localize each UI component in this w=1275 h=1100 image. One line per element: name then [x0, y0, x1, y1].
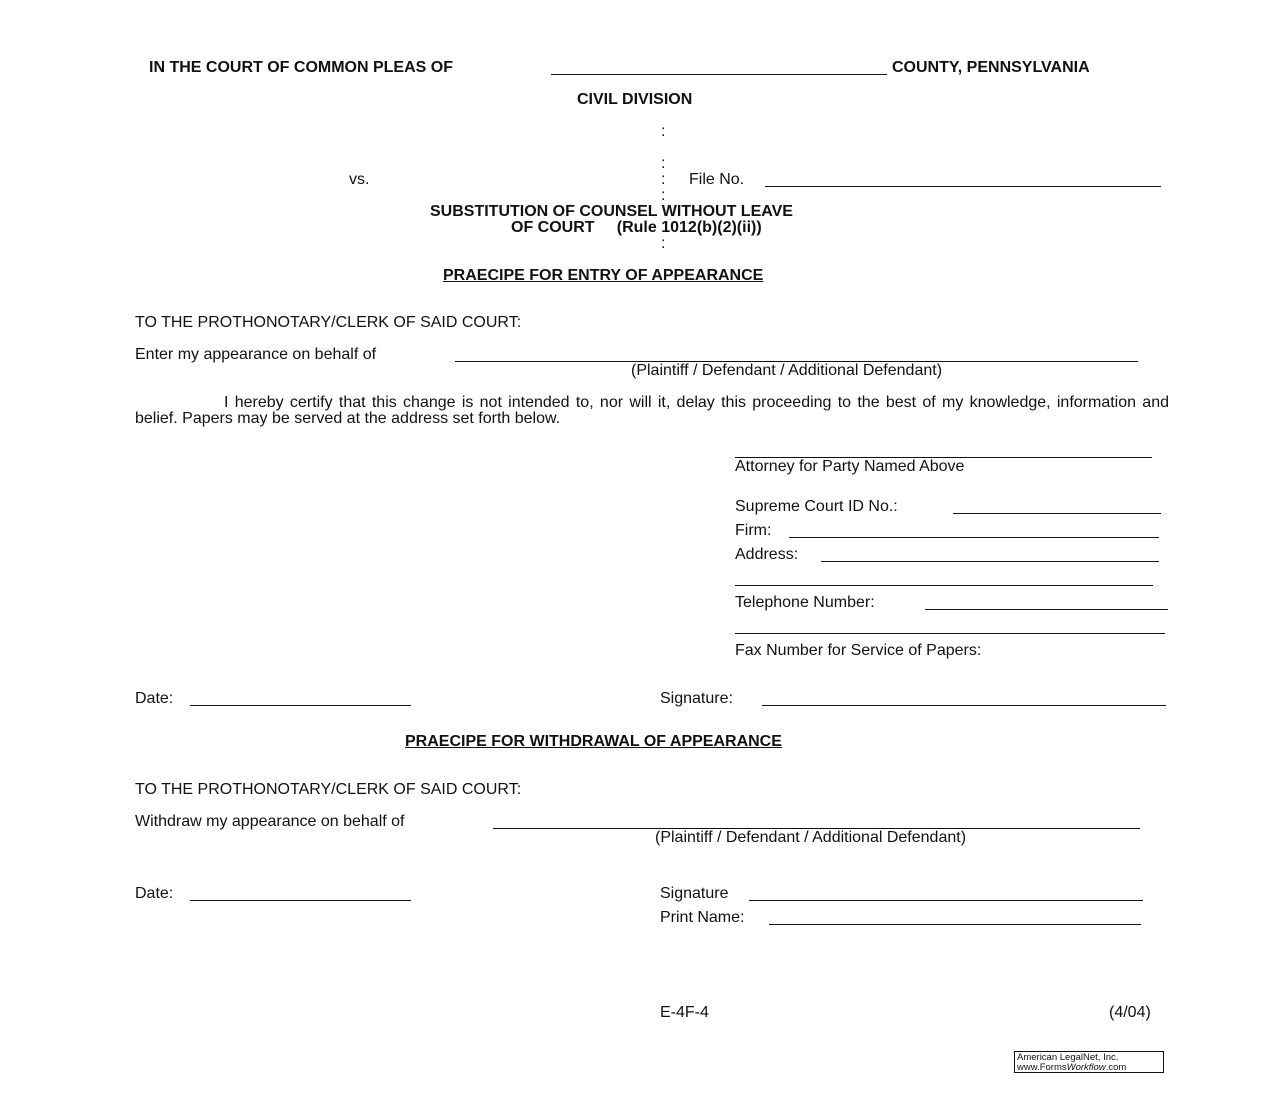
withdraw-appearance-label: Withdraw my appearance on behalf of: [135, 813, 405, 830]
telephone-field[interactable]: [925, 609, 1168, 610]
entry-party-hint: (Plaintiff / Defendant / Additional Defendant): [631, 362, 943, 379]
vs-label: vs.: [349, 171, 370, 188]
withdrawal-date-field[interactable]: [190, 900, 411, 901]
attorney-label: Attorney for Party Named Above: [735, 458, 965, 475]
entry-section-heading: PRAECIPE FOR ENTRY OF APPEARANCE: [443, 267, 764, 284]
firm-field[interactable]: [789, 537, 1159, 538]
caption-colon: :: [661, 171, 666, 188]
withdrawal-party-hint: (Plaintiff / Defendant / Additional Defendant): [655, 829, 967, 846]
telephone-label: Telephone Number:: [735, 594, 875, 611]
entry-signature-field[interactable]: [762, 705, 1166, 706]
form-revision: (4/04): [1109, 1004, 1151, 1021]
substitution-title-line1: SUBSTITUTION OF COUNSEL WITHOUT LEAVE: [430, 203, 793, 220]
address-field-line2[interactable]: [735, 585, 1153, 586]
publisher-badge: [1014, 1051, 1164, 1073]
certification-paragraph: I hereby certify that this change is not intended to, nor will it, delay this proceeding to the best of my knowledge, information and belief. Papers may be served at the address set forth below.: [135, 394, 1169, 427]
civil-division-title: CIVIL DIVISION: [577, 91, 693, 108]
print-name-label: Print Name:: [660, 909, 745, 926]
county-blank: [551, 74, 887, 75]
caption-colon: :: [661, 235, 666, 252]
file-no-label: File No.: [689, 171, 745, 188]
firm-label: Firm:: [735, 522, 772, 539]
substitution-title-line2: OF COURT (Rule 1012(b)(2)(ii)): [511, 219, 762, 236]
supreme-court-id-label: Supreme Court ID No.:: [735, 498, 898, 515]
enter-appearance-label: Enter my appearance on behalf of: [135, 346, 377, 363]
court-suffix: COUNTY, PENNSYLVANIA: [892, 59, 1090, 76]
withdrawal-section-heading: PRAECIPE FOR WITHDRAWAL OF APPEARANCE: [405, 733, 782, 750]
telephone-field-line2[interactable]: [735, 633, 1165, 634]
publisher-url: www.FormsWorkflow.com: [1017, 1062, 1127, 1073]
withdrawal-addressee: TO THE PROTHONOTARY/CLERK OF SAID COURT:: [135, 781, 522, 798]
supreme-court-id-field[interactable]: [953, 513, 1161, 514]
fax-label: Fax Number for Service of Papers:: [735, 642, 982, 659]
withdrawal-signature-field[interactable]: [749, 900, 1143, 901]
form-code: E-4F-4: [660, 1004, 709, 1021]
print-name-field[interactable]: [769, 924, 1141, 925]
file-no-blank: [765, 186, 1161, 187]
caption-colon: :: [661, 187, 666, 204]
court-prefix: IN THE COURT OF COMMON PLEAS OF: [149, 59, 453, 76]
withdrawal-date-label: Date:: [135, 885, 174, 902]
withdrawal-signature-label: Signature: [660, 885, 729, 902]
address-field[interactable]: [821, 561, 1159, 562]
caption-colon: :: [661, 155, 666, 172]
entry-addressee: TO THE PROTHONOTARY/CLERK OF SAID COURT:: [135, 314, 522, 331]
address-label: Address:: [735, 546, 799, 563]
entry-signature-label: Signature:: [660, 690, 733, 707]
entry-date-field[interactable]: [190, 705, 411, 706]
publisher-name: American LegalNet, Inc.: [1017, 1052, 1119, 1063]
entry-date-label: Date:: [135, 690, 174, 707]
caption-colon: :: [661, 123, 666, 140]
